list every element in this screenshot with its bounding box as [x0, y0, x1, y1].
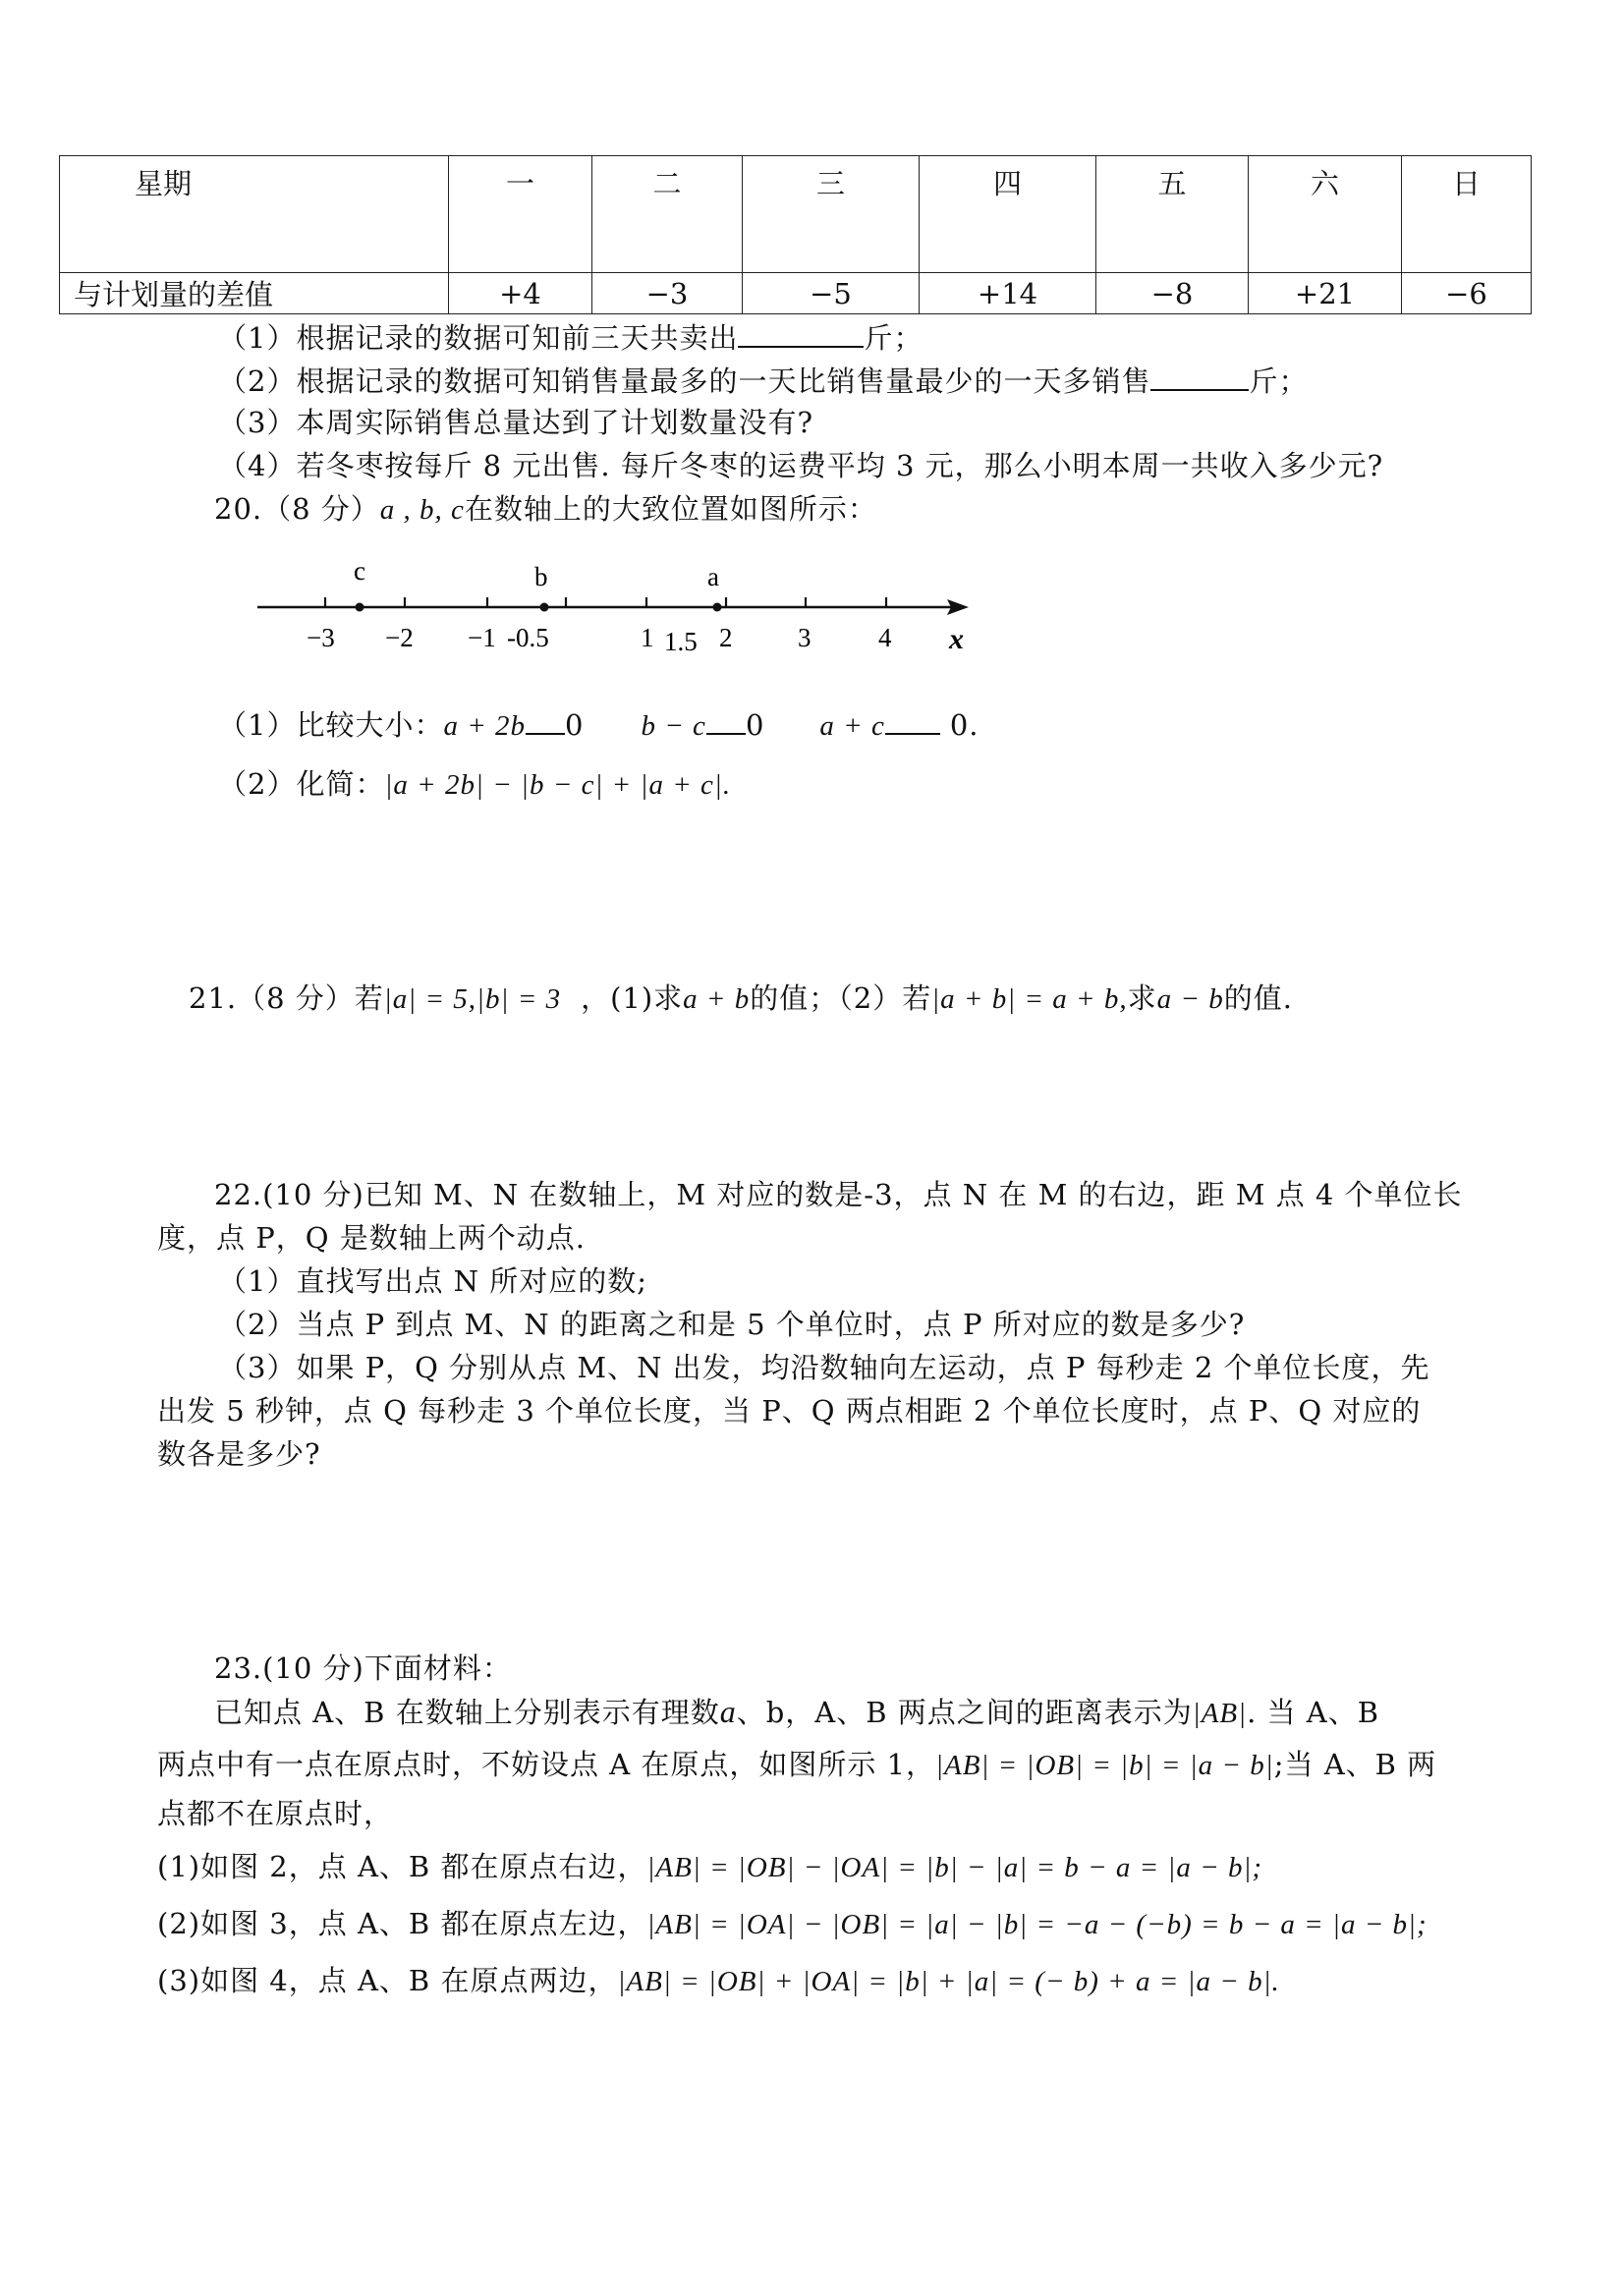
tick-label: 3: [798, 623, 812, 652]
tick-label: −1: [468, 623, 496, 652]
day-cell: 日: [1402, 156, 1532, 273]
q20-title-prefix: 20.（8 分）: [214, 492, 380, 526]
day-cell: 三: [743, 156, 920, 273]
number-line-figure: [246, 550, 982, 668]
value-cell: −8: [1096, 273, 1249, 314]
day-cell: 二: [592, 156, 743, 273]
q23-line2: [157, 1745, 1436, 1785]
q20-title: [214, 489, 877, 530]
tick-marks: [325, 597, 886, 607]
q21-condition2: |a + b| = a + b,: [931, 983, 1128, 1015]
point-label-a: a: [707, 562, 719, 591]
q23-line1: [214, 1692, 1379, 1733]
point-a: [713, 603, 722, 612]
q21-expr-a-minus-b: a − b: [1156, 983, 1224, 1015]
q22-line1: 22.(10 分)已知 M、N 在数轴上，M 对应的数是-3，点 N 在 M 的右边，距 M 点 4 个单位长: [214, 1178, 1463, 1211]
expr-abs-ab: |AB|: [1192, 1698, 1248, 1729]
q23-case1: [157, 1847, 1262, 1887]
q23-line1-prefix: 已知点 A、B 在数轴上分别表示有理数: [214, 1696, 720, 1729]
table-header-row: [60, 156, 1532, 273]
point-label-b: b: [534, 562, 548, 591]
q22-line2: 度，点 P，Q 是数轴上两个动点.: [157, 1221, 586, 1255]
point-label-c: c: [354, 556, 365, 586]
q23-case2: [157, 1904, 1427, 1944]
q23-case3-expression: |AB| = |OB| + |OA| = |b| + |a| = (− b) + a = |a − b|.: [617, 1966, 1280, 1997]
q23-case1-expression: |AB| = |OB| − |OA| = |b| − |a| = b − a = |a − b|;: [646, 1852, 1263, 1883]
q20-title-suffix: 在数轴上的大致位置如图所示：: [464, 492, 877, 526]
q19-part1-text: （1）根据记录的数据可知前三天共卖出: [218, 321, 739, 355]
tick-label: 1: [641, 623, 654, 652]
q20-title-vars: a , b, c: [379, 494, 465, 526]
tick-label: -0.5: [507, 623, 549, 652]
q22-part3-line1: （3）如果 P，Q 分别从点 M、N 出发，均沿数轴向左运动，点 P 每秒走 2 个单位长度，先: [218, 1351, 1430, 1384]
value-cell: −3: [592, 273, 743, 314]
header-label-cell: 星期: [60, 156, 449, 273]
q21-suffix: 的值.: [1223, 981, 1293, 1015]
difference-table: [59, 155, 1532, 314]
answer-blank: [738, 316, 864, 348]
q21-expr-a-plus-b: a + b: [683, 983, 751, 1015]
q20-part2-label: （2）化简：: [218, 767, 385, 801]
tick-label: 1.5: [664, 627, 698, 656]
q19-part1-end: 斤；: [864, 321, 923, 355]
q21-ask: 求: [1127, 981, 1157, 1015]
answer-blank: [706, 703, 746, 735]
q19-part3: （3）本周实际销售总量达到了计划数量没有?: [218, 406, 813, 439]
q21: [189, 979, 1293, 1019]
q23-line2-prefix: 两点中有一点在原点时，不妨设点 A 在原点，如图所示 1，: [157, 1748, 936, 1781]
day-cell: 六: [1249, 156, 1402, 273]
tick-label: −3: [307, 623, 335, 652]
q23-line3: 点都不在原点时，: [157, 1797, 394, 1830]
expr-b-minus-c: b − c: [641, 710, 706, 742]
q23-line2-expression: |AB| = |OB| = |b| = |a − b|: [935, 1750, 1274, 1781]
q23-case1-text: (1)如图 2，点 A、B 都在原点右边，: [157, 1850, 647, 1883]
value-cell: −5: [743, 273, 920, 314]
q23-case3: [157, 1961, 1280, 2001]
q22-part3-line3: 数各是多少?: [157, 1437, 321, 1471]
q23-title: 23.(10 分)下面材料：: [214, 1652, 512, 1685]
tick-label: 2: [719, 623, 733, 652]
point-c: [356, 603, 364, 612]
answer-blank: [885, 703, 940, 735]
q19-part4: （4）若冬枣按每斤 8 元出售. 每斤冬枣的运费平均 3 元，那么小明本周一共收入多少元?: [218, 449, 1384, 482]
value-cell: +4: [449, 273, 592, 314]
tick-label: 4: [878, 623, 892, 652]
table-value-row: [60, 273, 1532, 314]
q21-prefix: 21.（8 分）若: [189, 981, 384, 1015]
zero-text: 0: [565, 708, 585, 742]
q22-part1: （1）直找写出点 N 所对应的数;: [218, 1264, 648, 1298]
q23-line2-suffix: ;当 A、B 两: [1273, 1748, 1437, 1781]
value-cell: +21: [1249, 273, 1402, 314]
q22-part3-line2: 出发 5 秒钟，点 Q 每秒走 3 个单位长度，当 P、Q 两点相距 2 个单位长度时，点 P、Q 对应的: [157, 1394, 1422, 1428]
var-a: a: [719, 1694, 737, 1729]
tick-label: −2: [385, 623, 414, 652]
q20-part1-label: （1）比较大小：: [218, 708, 444, 742]
answer-blank: [1150, 360, 1249, 391]
q23-case2-text: (2)如图 3，点 A、B 都在原点左边，: [157, 1907, 647, 1940]
row-label-cell: 与计划量的差值: [60, 273, 449, 314]
q21-part1-text: ，(1)求: [581, 981, 684, 1015]
day-cell: 四: [920, 156, 1096, 273]
value-cell: +14: [920, 273, 1096, 314]
expr-a-plus-2b: a + 2b: [443, 710, 527, 742]
q19-part2-text: （2）根据记录的数据可知销售量最多的一天比销售量最少的一天多销售: [218, 364, 1151, 398]
q23-line1-mid: 、b，A、B 两点之间的距离表示为: [736, 1696, 1193, 1729]
value-cell: −6: [1402, 273, 1532, 314]
q23-line1-suffix: . 当 A、B: [1247, 1696, 1380, 1729]
expr-a-plus-c: a + c: [819, 710, 885, 742]
axis-label-x: x: [949, 623, 964, 655]
q20-part2: [218, 764, 731, 805]
q23-case2-expression: |AB| = |OA| − |OB| = |a| − |b| = −a − (−b) = b − a = |a − b|;: [646, 1909, 1427, 1940]
q21-part2-text: 的值；（2）若: [750, 981, 932, 1015]
q20-part2-expression: |a + 2b| − |b − c| + |a + c|.: [384, 769, 732, 801]
q19-part2: [218, 360, 1308, 401]
q19-part1: [218, 316, 923, 358]
zero-text: 0: [949, 708, 970, 742]
point-b: [540, 603, 549, 612]
q22-part2: （2）当点 P 到点 M、N 的距离之和是 5 个单位时，点 P 所对应的数是多少?: [218, 1308, 1246, 1341]
day-cell: 五: [1096, 156, 1249, 273]
day-cell: 一: [449, 156, 592, 273]
q19-part2-end: 斤；: [1249, 364, 1309, 398]
zero-text: 0: [745, 708, 765, 742]
answer-blank: [526, 703, 565, 735]
q20-part1: （1）比较大小：a + 2b 0 b − c 0 a + c 0.: [218, 703, 979, 746]
q23-case3-text: (3)如图 4，点 A、B 在原点两边，: [157, 1964, 618, 1997]
q21-condition: |a| = 5,|b| = 3: [383, 983, 562, 1015]
